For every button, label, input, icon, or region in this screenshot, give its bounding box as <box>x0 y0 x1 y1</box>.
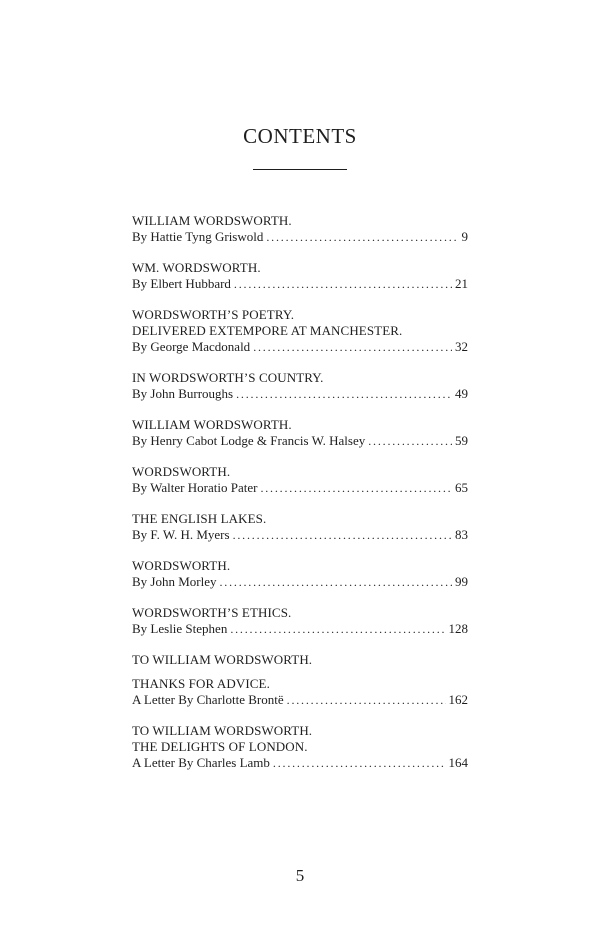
entry-page-number: 21 <box>455 276 468 291</box>
toc-entry <box>132 558 468 590</box>
toc-section-heading <box>132 652 468 668</box>
entry-byline: A Letter By Charlotte Brontë <box>132 692 284 707</box>
entry-byline: By Hattie Tyng Griswold <box>132 229 264 244</box>
page-number-folio: 5 <box>295 866 305 885</box>
dot-leader <box>368 433 452 449</box>
entry-page-number: 83 <box>455 527 468 542</box>
toc-entry <box>132 511 468 543</box>
entry-byline-row <box>132 480 468 496</box>
dot-leader <box>260 480 452 496</box>
entry-page-number: 99 <box>455 574 468 589</box>
entry-heading: WILLIAM WORDSWORTH. <box>132 213 292 228</box>
entry-byline: By John Burroughs <box>132 386 234 401</box>
entry-heading: TO WILLIAM WORDSWORTH. <box>132 723 313 738</box>
entry-byline-row <box>132 621 468 637</box>
dot-leader <box>266 229 458 245</box>
entry-byline-row <box>132 433 468 449</box>
dot-leader <box>233 527 452 543</box>
entry-heading: IN WORDSWORTH’S COUNTRY. <box>132 370 324 385</box>
entry-page-number: 128 <box>448 621 468 636</box>
dot-leader <box>287 692 446 708</box>
entry-byline-row <box>132 692 468 708</box>
page-title: CONTENTS <box>243 124 357 148</box>
entry-page-number: 65 <box>455 480 468 495</box>
toc-entry <box>132 307 468 355</box>
dot-leader <box>236 386 452 402</box>
entry-page-number: 32 <box>455 339 468 354</box>
entry-subheading: THE DELIGHTS OF LONDON. <box>132 739 308 754</box>
toc-entry <box>132 723 468 771</box>
table-of-contents <box>132 213 468 786</box>
entry-page-number: 59 <box>455 433 468 448</box>
entry-byline: By Walter Horatio Pater <box>132 480 258 495</box>
entry-page-number: 49 <box>455 386 468 401</box>
entry-byline-row <box>132 527 468 543</box>
toc-entry <box>132 213 468 245</box>
entry-page-number: 9 <box>461 229 468 244</box>
entry-heading: WORDSWORTH. <box>132 558 231 573</box>
toc-entry <box>132 260 468 292</box>
entry-heading: WORDSWORTH. <box>132 464 231 479</box>
entry-page-number: 164 <box>448 755 468 770</box>
dot-leader <box>220 574 453 590</box>
dot-leader <box>253 339 452 355</box>
entry-byline-row <box>132 755 468 771</box>
entry-heading: WM. WORDSWORTH. <box>132 260 261 275</box>
entry-heading: THANKS FOR ADVICE. <box>132 676 270 691</box>
dot-leader <box>234 276 452 292</box>
entry-byline: A Letter By Charles Lamb <box>132 755 270 770</box>
toc-entry <box>132 464 468 496</box>
entry-byline-row <box>132 386 468 402</box>
entry-byline: By Elbert Hubbard <box>132 276 231 291</box>
toc-entry <box>132 417 468 449</box>
entry-heading: TO WILLIAM WORDSWORTH. <box>132 652 313 667</box>
entry-heading: WORDSWORTH’S ETHICS. <box>132 605 292 620</box>
dot-leader <box>230 621 445 637</box>
entry-byline: By F. W. H. Myers <box>132 527 230 542</box>
entry-byline-row <box>132 229 468 245</box>
dot-leader <box>273 755 446 771</box>
toc-entry <box>132 676 468 708</box>
entry-page-number: 162 <box>448 692 468 707</box>
toc-entry <box>132 605 468 637</box>
entry-subheading: DELIVERED EXTEMPORE AT MANCHESTER. <box>132 323 403 338</box>
entry-byline-row <box>132 339 468 355</box>
entry-byline-row <box>132 574 468 590</box>
entry-heading: WORDSWORTH’S POETRY. <box>132 307 295 322</box>
entry-heading: WILLIAM WORDSWORTH. <box>132 417 292 432</box>
entry-byline: By Leslie Stephen <box>132 621 228 636</box>
entry-byline: By John Morley <box>132 574 217 589</box>
entry-byline: By George Macdonald <box>132 339 251 354</box>
entry-byline: By Henry Cabot Lodge & Francis W. Halsey <box>132 433 366 448</box>
toc-entry <box>132 370 468 402</box>
entry-byline-row <box>132 276 468 292</box>
entry-heading: THE ENGLISH LAKES. <box>132 511 267 526</box>
title-rule <box>253 169 347 170</box>
